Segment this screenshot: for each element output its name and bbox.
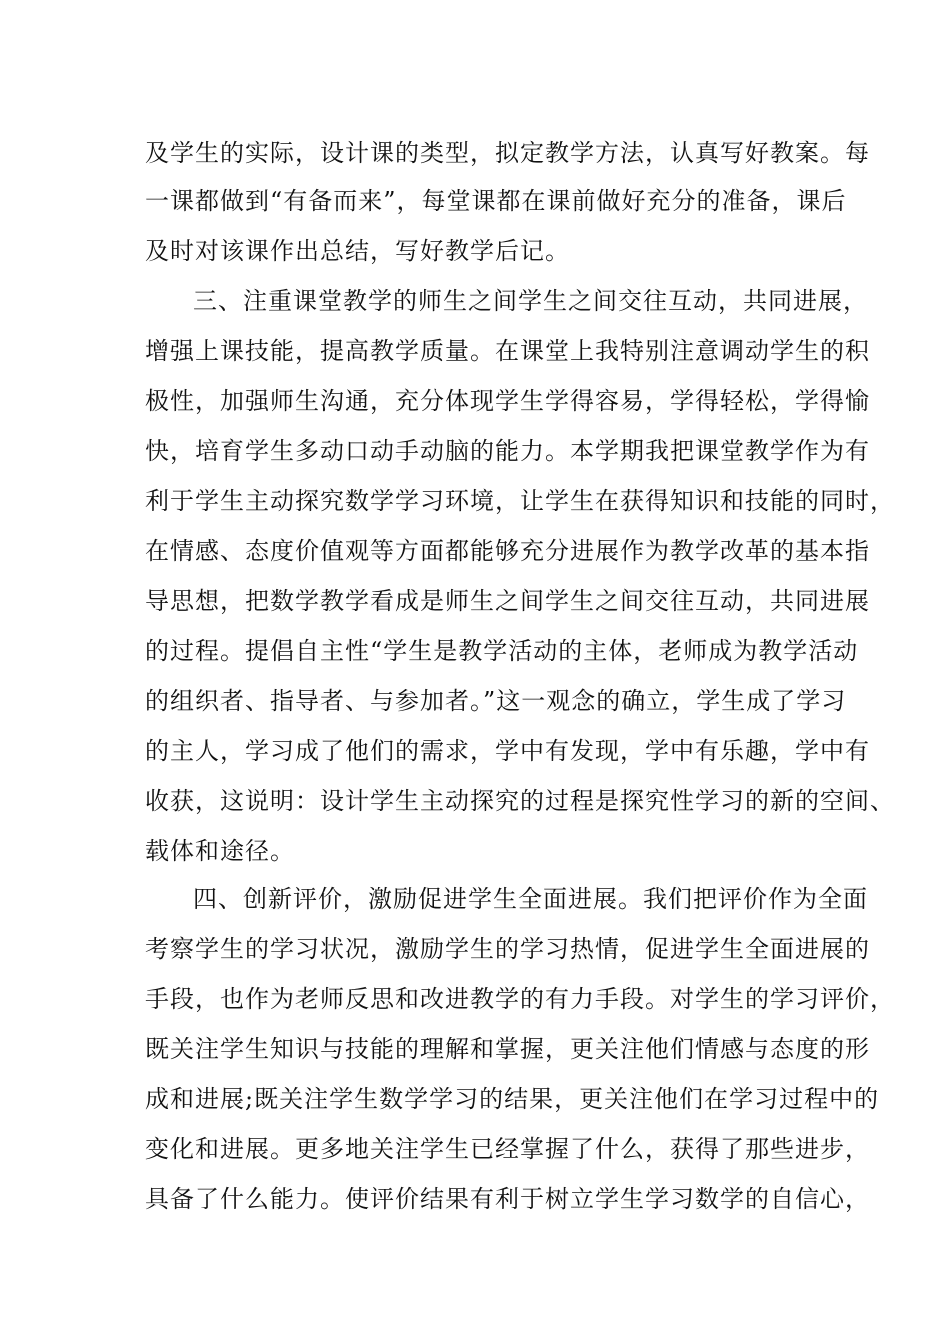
section-three-first-line: 三、注重课堂教学的师生之间学生之间交往互动，共同进展， bbox=[193, 287, 868, 315]
text-line: 成和进展;既关注学生数学学习的结果，更关注他们在学习过程中的 bbox=[145, 1085, 880, 1113]
text-line: 既关注学生知识与技能的理解和掌握，更关注他们情感与态度的形 bbox=[145, 1035, 870, 1063]
text-line: 变化和进展。更多地关注学生已经掌握了什么，获得了那些进步， bbox=[145, 1135, 870, 1163]
text-line: 利于学生主动探究数学学习环境，让学生在获得知识和技能的同时， bbox=[145, 487, 895, 515]
text-line: 考察学生的学习状况，激励学生的学习热情，促进学生全面进展的 bbox=[145, 935, 870, 963]
text-line: 增强上课技能，提高教学质量。在课堂上我特别注意调动学生的积 bbox=[145, 337, 870, 365]
section-four-first-line: 四、创新评价，激励促进学生全面进展。我们把评价作为全面 bbox=[193, 885, 868, 913]
text-line: 在情感、态度价值观等方面都能够充分进展作为教学改革的基本指 bbox=[145, 537, 870, 565]
text-line: 的过程。提倡自主性“学生是教学活动的主体，老师成为教学活动 bbox=[145, 637, 859, 665]
text-line: 一课都做到“有备而来”，每堂课都在课前做好充分的准备，课后 bbox=[145, 187, 847, 215]
text-line: 快，培育学生多动口动手动脑的能力。本学期我把课堂教学作为有 bbox=[145, 437, 870, 465]
text-line: 及时对该课作出总结，写好教学后记。 bbox=[145, 237, 570, 265]
text-line: 收获，这说明：设计学生主动探究的过程是探究性学习的新的空间、 bbox=[145, 787, 895, 815]
text-line: 导思想，把数学教学看成是师生之间学生之间交往互动，共同进展 bbox=[145, 587, 870, 615]
text-line: 极性，加强师生沟通，充分体现学生学得容易，学得轻松，学得愉 bbox=[145, 387, 870, 415]
text-line: 具备了什么能力。使评价结果有利于树立学生学习数学的自信心， bbox=[145, 1185, 870, 1213]
text-line: 的主人，学习成了他们的需求，学中有发现，学中有乐趣，学中有 bbox=[145, 737, 870, 765]
text-line: 的组织者、指导者、与参加者。”这一观念的确立，学生成了学习 bbox=[145, 687, 847, 715]
text-line: 及学生的实际，设计课的类型，拟定教学方法，认真写好教案。每 bbox=[145, 139, 870, 167]
text-line: 载体和途径。 bbox=[145, 837, 295, 865]
text-line: 手段，也作为老师反思和改进教学的有力手段。对学生的学习评价， bbox=[145, 985, 895, 1013]
